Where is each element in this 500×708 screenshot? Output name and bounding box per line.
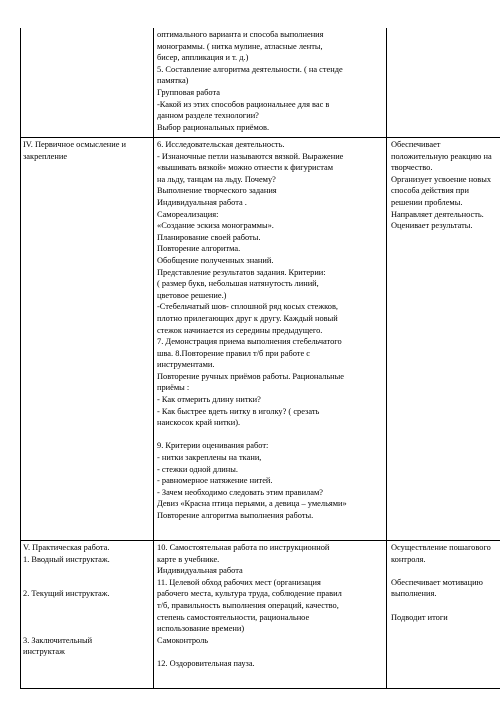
text-line: Повторение алгоритма. [157,244,241,254]
text-line: бисер, аппликация и т. д.) [157,53,249,63]
text-line: Самореализация: [157,209,219,219]
text-line: Групповая работа [157,87,220,97]
text-line: «вышивать вязкой» можно отнести к фигуристам [157,163,334,173]
blank-line [23,623,151,635]
text-line: - нитки закреплены на ткани, [157,453,262,463]
teacher-activity-cell [391,542,500,623]
text-line: Индивидуальная работа . [157,197,247,207]
stage-step: 1. Вводный инструктаж. [23,554,110,564]
blank-line [157,646,383,658]
text-line: -Какой из этих способов рациональнее для вас в [157,99,330,109]
text-line: памятка) [157,76,189,86]
text-line: стежок начинается из середины предыдущего. [157,325,323,335]
text-line: Самоконтроль [157,635,209,645]
blank-line [23,600,151,612]
text-line: инструментами. [157,360,215,370]
stage-title: IV. Первичное осмысление и [23,140,127,149]
text-line: положительную реакцию на [391,151,492,161]
blank-line [23,577,151,589]
text-line: Повторение алгоритма выполнения работы. [157,511,314,520]
stage-step: 2. Текущий инструктаж. [23,589,110,599]
blank-line [157,429,383,441]
text-line: - равномерное натяжение нитей. [157,476,273,486]
text-line: использование времени) [157,624,245,634]
content-cell [157,542,383,670]
row-divider-1 [20,137,500,138]
text-line: - Зачем необходимо следовать этим правилам? [157,487,323,497]
text-line: Представление результатов задания. Критерии: [157,267,326,277]
stage-cell [23,542,151,658]
lesson-plan-table [20,0,500,708]
text-line: Организует усвоение новых [391,174,492,184]
text-line: 7. Демонстрация приема выполнения стебельчатого [157,337,342,347]
teacher-activity-cell [391,139,500,232]
text-line: на льду, танцам на льду. Почему? [157,174,276,184]
text-line: плотно прилегающих друг к другу. Каждый новый [157,313,338,323]
text-line: т/б, правильность выполнения операций, качество, [157,600,339,610]
text-line: - Как быстрее вдеть нитку в иголку? ( срезать [157,406,320,416]
text-line: - Как отмерить длину нитки? [157,395,261,405]
text-line: Индивидуальная работа [157,566,243,576]
text-line: Выполнение творческого задания [157,186,277,196]
text-line: карте в учебнике. [157,554,220,564]
text-line: способа действия при [391,186,469,196]
text-line: 6. Исследовательская деятельность. [157,140,285,149]
stage-cell [23,139,151,162]
text-line: 11. Целевой обход рабочих мест (организация [157,577,321,587]
text-line: «Создание эскиза монограммы». [157,221,274,231]
text-line: Обеспечивает мотивацию [391,577,483,587]
stage-step: инструктаж [23,647,65,657]
text-line: творчество. [391,163,433,173]
text-line: наискосок край нитки). [157,418,241,428]
text-line: 10. Самостоятельная работа по инструкционной [157,543,330,552]
stage-title: V. Практическая работа. [23,543,110,552]
text-line: шва. 8.Повторение правил т/б при работе с [157,348,310,358]
table-border-left [20,28,21,688]
text-line: Девиз «Красна птица перьями, а девица – умельями» [157,499,347,509]
table-border-bottom [20,688,500,689]
text-line: Планирование своей работы. [157,232,261,242]
content-cell [157,29,382,133]
column-divider-2 [386,28,387,688]
text-line: ( размер букв, небольшая натянутость линий, [157,279,319,289]
text-line: решении проблемы. [391,197,463,207]
blank-line [23,565,151,577]
text-line: 5. Составление алгоритма деятельности. ( на стенде [157,64,343,74]
text-line: степень самостоятельности, рациональное [157,612,310,622]
text-line: Подводит итоги [391,612,448,622]
text-line: цветовое решение.) [157,290,227,300]
content-cell [157,139,383,522]
text-line: оптимального варианта и способа выполнения [157,30,324,39]
text-line: Выбор рациональных приёмов. [157,122,270,132]
text-line: монограммы. ( нитка мулине, атласные ленты, [157,41,323,51]
text-line: Обеспечивает [391,140,441,149]
text-line: Повторение ручных приёмов работы. Рациональные [157,371,345,381]
blank-line [391,600,500,612]
column-divider-1 [153,28,154,688]
text-line: выполнения. [391,589,437,599]
text-line: рабочего места, культура труда, соблюдение правил [157,589,342,599]
text-line: контроля. [391,554,426,564]
stage-step: 3. Заключительный [23,635,93,645]
stage-title: закрепление [23,151,68,161]
text-line: приёмы : [157,383,190,393]
text-line: Обобщение полученных знаний. [157,255,274,265]
text-line: 9. Критерии оценивания работ: [157,441,269,451]
blank-line [23,612,151,624]
text-line: -Стебельчатый шов- сплошной ряд косых стежков, [157,302,338,312]
text-line: данном разделе технологии? [157,111,259,121]
text-line: - стежки одной длины. [157,464,238,474]
text-line: - Изнаночные петли называются вязкой. Выражение [157,151,344,161]
text-line: Осуществление пошагового [391,543,491,552]
blank-line [391,565,500,577]
row-divider-2 [20,540,500,541]
text-line: Оценивает результаты. [391,221,473,231]
text-line: 12. Оздоровительная пауза. [157,658,255,668]
text-line: Направляет деятельность. [391,209,484,219]
